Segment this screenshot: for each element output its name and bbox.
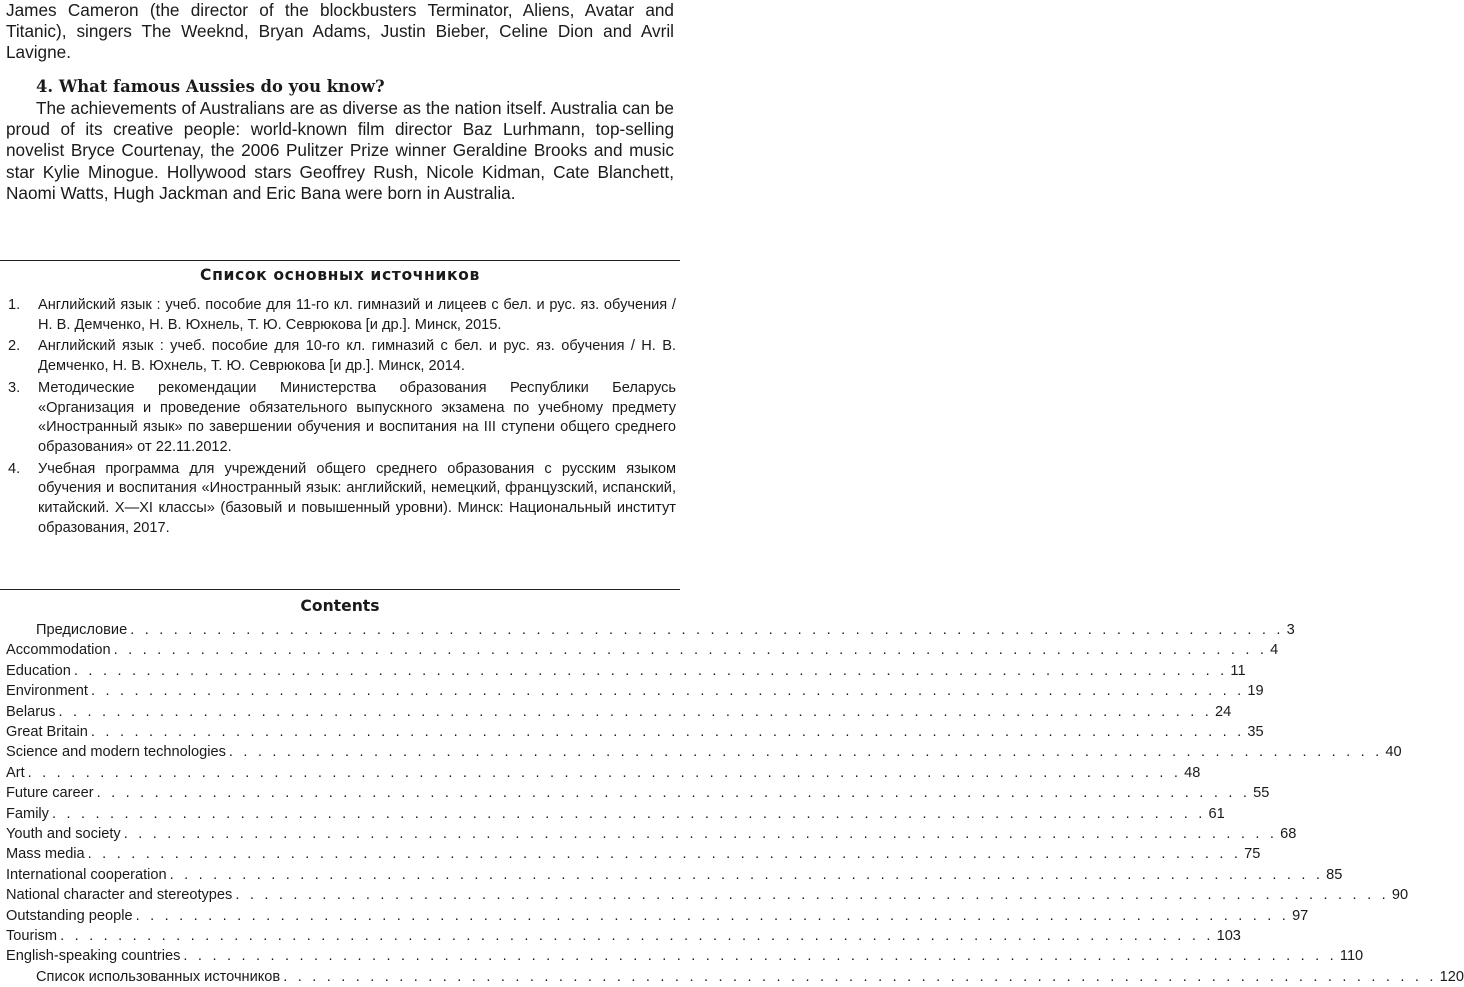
sources-title: Список основных источников <box>200 266 480 284</box>
toc-entry <box>6 742 1402 762</box>
toc-entry <box>6 926 1241 946</box>
toc-entry <box>6 865 1343 885</box>
toc-entry-page: 3 <box>1286 622 1295 638</box>
toc-entry-label: Youth and society <box>6 826 121 842</box>
toc-entry <box>6 702 1232 722</box>
source-text: Методические рекомендации Министерства образования Республики Беларусь «Организация и проведение обязательного выпускного экзамена по учебному предмету «Иностранный язык» по завершении обучения и воспитания на III ступени общего среднего образования» от 22.11.2012. <box>38 379 676 455</box>
toc-entry-label: English-speaking countries <box>6 948 181 965</box>
toc-leader-dots: . . . . . . . . . . . . . . . . . . . . . . . . . . . . . . . . . . . . . . . . . . . . . . . . . . . . . . . . . . . . . . . . . . . . . . . . . . . . . . . . <box>183 948 1337 965</box>
toc-leader-dots: . . . . . . . . . . . . . . . . . . . . . . . . . . . . . . . . . . . . . . . . . . . . . . . . . . . . . . . . . . . . . . . . . . . . . . . . . . . . . . . . <box>60 928 1214 944</box>
toc-leader-dots: . . . . . . . . . . . . . . . . . . . . . . . . . . . . . . . . . . . . . . . . . . . . . . . . . . . . . . . . . . . . . . . . . . . . . . . . . . . . . . . . <box>130 622 1284 638</box>
toc-entry-page: 75 <box>1244 846 1261 863</box>
toc-entry-label: Science and modern technologies <box>6 744 226 761</box>
toc-leader-dots: . . . . . . . . . . . . . . . . . . . . . . . . . . . . . . . . . . . . . . . . . . . . . . . . . . . . . . . . . . . . . . . . . . . . . . . . . . . . . . . . <box>235 887 1389 904</box>
toc-leader-dots: . . . . . . . . . . . . . . . . . . . . . . . . . . . . . . . . . . . . . . . . . . . . . . . . . . . . . . . . . . . . . . . . . . . . . . . . . . . . . . . . <box>90 724 1245 740</box>
toc-leader-dots: . . . . . . . . . . . . . . . . . . . . . . . . . . . . . . . . . . . . . . . . . . . . . . . . . . . . . . . . . . . . . . . . . . . . . . . . . . . . . . . . <box>90 683 1245 700</box>
source-number: 1. <box>8 297 21 313</box>
toc-entry <box>6 661 1246 681</box>
toc-entry-label: International cooperation <box>6 866 167 883</box>
source-text: Английский язык : учеб. пособие для 10-го кл. гимназий с бел. и рус. яз. обучения / Н. В. Демченко, Н. В. Юхнель, Т. Ю. Севрюкова [и др.]. Минск, 2014. <box>38 338 676 375</box>
source-text: Учебная программа для учреждений общего среднего образования с русским языком обучения и воспитания «Иностранный язык: английский, немецкий, французский, испанский, китайский. X—XI классы» (базовый и повышенный уровни). Минск: Национальный институт образования, 2017. <box>38 460 676 536</box>
toc-entry-page: 85 <box>1326 866 1343 883</box>
intro-paragraph <box>6 0 674 63</box>
toc-entry <box>6 681 1264 701</box>
toc-entry <box>6 640 1279 660</box>
toc-entry <box>6 722 1264 742</box>
toc-entry-page: 24 <box>1214 703 1232 720</box>
toc-leader-dots: . . . . . . . . . . . . . . . . . . . . . . . . . . . . . . . . . . . . . . . . . . . . . . . . . . . . . . . . . . . . . . . . . . . . . . . . . . . . . . . . <box>58 703 1212 720</box>
contents-title: Contents <box>300 597 380 615</box>
toc-entry-label: Education <box>6 662 71 679</box>
toc-entry-label: Belarus <box>6 703 56 720</box>
question-heading: 4. What famous Aussies do you know? <box>36 77 385 96</box>
toc-entry <box>6 844 1261 864</box>
toc-entry-page: 40 <box>1385 744 1402 761</box>
toc-entry-label: Mass media <box>6 846 85 863</box>
toc-entry <box>6 783 1270 803</box>
toc-entry-label: Art <box>6 764 25 781</box>
toc-entry-label: Tourism <box>6 928 58 944</box>
toc-entry <box>6 885 1409 905</box>
toc-entry-page: 19 <box>1247 683 1264 700</box>
toc-entry <box>6 804 1225 824</box>
toc-leader-dots: . . . . . . . . . . . . . . . . . . . . . . . . . . . . . . . . . . . . . . . . . . . . . . . . . . . . . . . . . . . . . . . . . . . . . . . . . . . . . . . . <box>51 805 1206 822</box>
toc-entry-label: Future career <box>6 785 94 802</box>
toc-entry <box>6 620 1295 640</box>
source-item <box>0 379 680 458</box>
toc-entry-page: 11 <box>1230 662 1246 679</box>
toc-entry-page: 4 <box>1270 642 1279 659</box>
toc-leader-dots: . . . . . . . . . . . . . . . . . . . . . . . . . . . . . . . . . . . . . . . . . . . . . . . . . . . . . . . . . . . . . . . . . . . . . . . . . . . . . . . . <box>123 826 1278 842</box>
toc-entry <box>6 967 1464 987</box>
intro-carry-text: James Cameron (the director of the blockbusters Terminator, Aliens, Avatar and Titanic), singers The Weeknd, Bryan Adams, Justin Bieber, Celine Dion and Avril Lavigne. <box>6 0 674 62</box>
source-item <box>0 460 680 539</box>
section-divider-sources <box>0 260 680 261</box>
section-divider-contents <box>0 589 680 590</box>
toc-entry <box>6 824 1297 844</box>
toc-entry-page: 55 <box>1253 785 1270 802</box>
toc-entry-page: 35 <box>1247 724 1264 740</box>
toc-entry <box>6 906 1309 926</box>
sources-list <box>0 296 680 540</box>
source-item <box>0 337 680 376</box>
toc-entry-page: 61 <box>1208 805 1225 822</box>
toc-leader-dots: . . . . . . . . . . . . . . . . . . . . . . . . . . . . . . . . . . . . . . . . . . . . . . . . . . . . . . . . . . . . . . . . . . . . . . . . . . . . . . . . <box>113 642 1268 659</box>
toc-entry-page: 68 <box>1280 826 1297 842</box>
source-item <box>0 296 680 335</box>
toc-leader-dots: . . . . . . . . . . . . . . . . . . . . . . . . . . . . . . . . . . . . . . . . . . . . . . . . . . . . . . . . . . . . . . . . . . . . . . . . . . . . . . . . <box>96 785 1251 802</box>
toc-entry-label: Accommodation <box>6 642 111 659</box>
toc-entry-label: Family <box>6 805 49 822</box>
toc-entry-label: Предисловие <box>36 622 128 638</box>
toc-entry-page: 97 <box>1292 907 1309 924</box>
source-number: 3. <box>8 379 21 396</box>
answer-paragraph: The achievements of Australians are as diverse as the nation itself. Australia can be proud of its creative people: world-known film director Baz Lurhmann, top-selling novelist Bryce Courtenay, the 2006 Pulitzer Prize winner Geraldine Brooks and music star Kylie Minogue. Hollywood stars Geoffrey Rush, Nicole Kidman, Cate Blanchett, Naomi Watts, Hugh Jackman and Eric Bana were born in Australia. <box>6 98 674 203</box>
toc-entry-page: 120 <box>1439 968 1464 985</box>
toc-entry <box>6 946 1364 966</box>
toc-leader-dots: . . . . . . . . . . . . . . . . . . . . . . . . . . . . . . . . . . . . . . . . . . . . . . . . . . . . . . . . . . . . . . . . . . . . . . . . . . . . . . . . <box>283 968 1437 985</box>
toc-entry <box>6 763 1201 783</box>
toc-entry-label: National character and stereotypes <box>6 887 233 904</box>
toc-entry-page: 110 <box>1339 948 1364 965</box>
toc-entry-page: 48 <box>1184 764 1201 781</box>
toc-leader-dots: . . . . . . . . . . . . . . . . . . . . . . . . . . . . . . . . . . . . . . . . . . . . . . . . . . . . . . . . . . . . . . . . . . . . . . . . . . . . . . . . <box>135 907 1290 924</box>
toc-leader-dots: . . . . . . . . . . . . . . . . . . . . . . . . . . . . . . . . . . . . . . . . . . . . . . . . . . . . . . . . . . . . . . . . . . . . . . . . . . . . . . . . <box>27 764 1182 781</box>
toc-leader-dots: . . . . . . . . . . . . . . . . . . . . . . . . . . . . . . . . . . . . . . . . . . . . . . . . . . . . . . . . . . . . . . . . . . . . . . . . . . . . . . . . <box>169 866 1324 883</box>
toc-entry-label: Environment <box>6 683 88 700</box>
toc-entry-label: Great Britain <box>6 724 88 740</box>
toc-leader-dots: . . . . . . . . . . . . . . . . . . . . . . . . . . . . . . . . . . . . . . . . . . . . . . . . . . . . . . . . . . . . . . . . . . . . . . . . . . . . . . . . <box>228 744 1383 761</box>
source-number: 2. <box>8 338 21 355</box>
toc-entry-page: 90 <box>1391 887 1409 904</box>
toc-entry-page: 103 <box>1216 928 1241 944</box>
toc-leader-dots: . . . . . . . . . . . . . . . . . . . . . . . . . . . . . . . . . . . . . . . . . . . . . . . . . . . . . . . . . . . . . . . . . . . . . . . . . . . . . . . . <box>87 846 1242 863</box>
toc-entry-label: Outstanding people <box>6 907 133 924</box>
toc-entry-label: Список использованных источников <box>36 968 281 985</box>
source-number: 4. <box>8 460 21 477</box>
toc-leader-dots: . . . . . . . . . . . . . . . . . . . . . . . . . . . . . . . . . . . . . . . . . . . . . . . . . . . . . . . . . . . . . . . . . . . . . . . . . . . . . . . . <box>73 662 1228 679</box>
source-text: Английский язык : учеб. пособие для 11-го кл. гимназий и лицеев с бел. и рус. яз. обучения / Н. В. Демченко, Н. В. Юхнель, Т. Ю. Севрюкова [и др.]. Минск, 2015. <box>38 297 676 333</box>
